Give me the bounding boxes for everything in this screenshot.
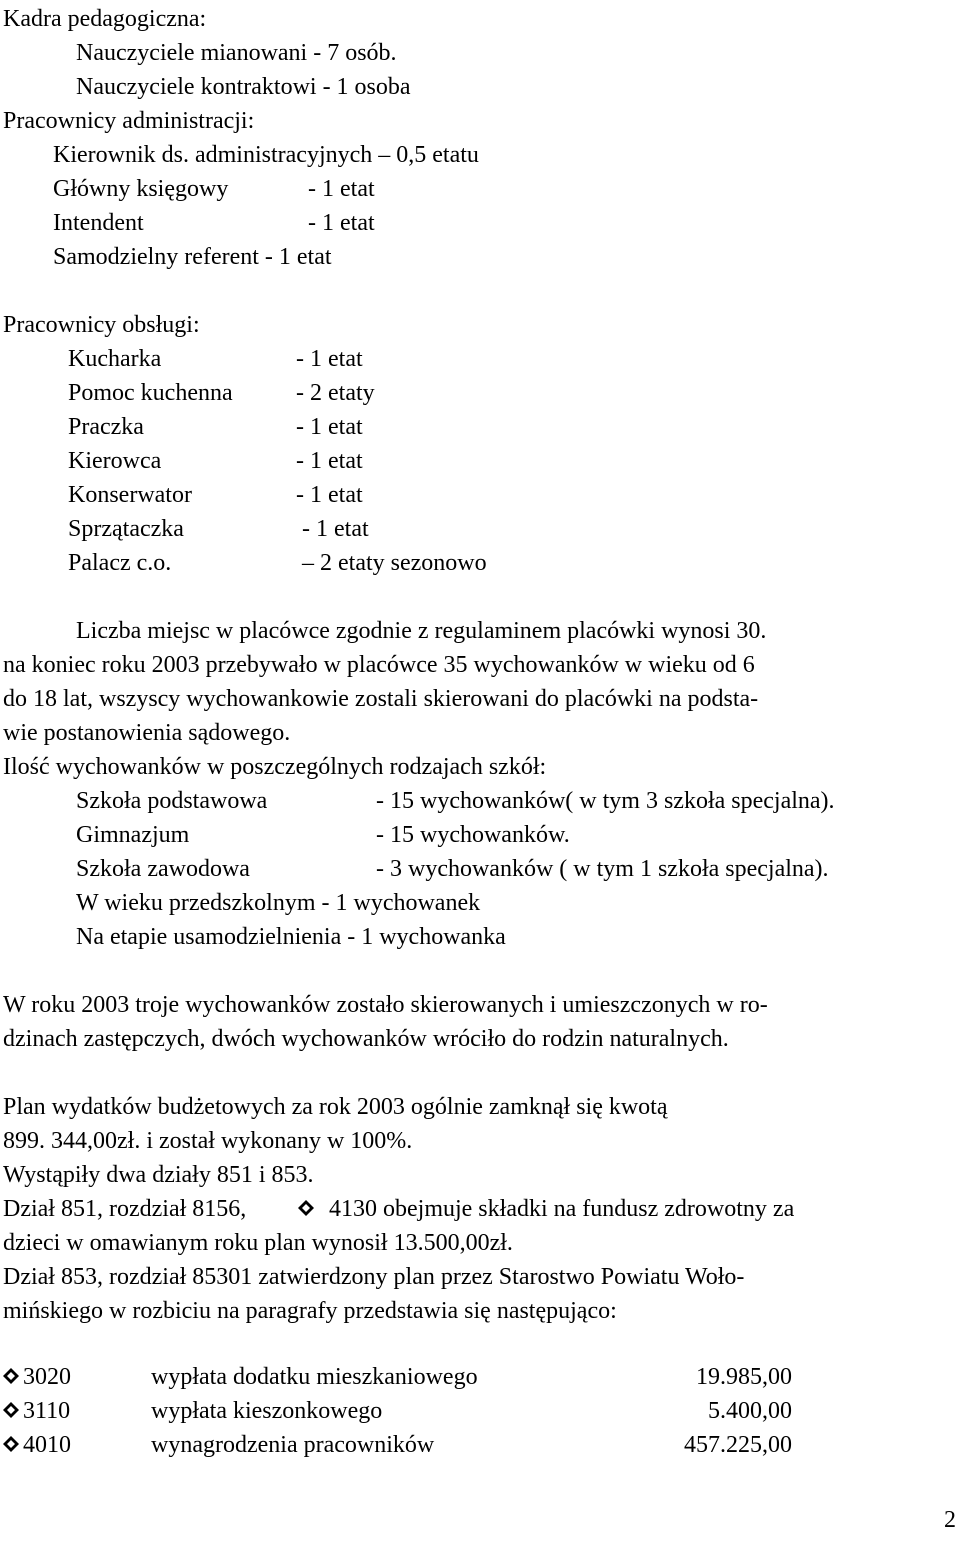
residents-text-line: na koniec roku 2003 przebywało w placówce 35 wychowanków w wieku od 6 [3,652,755,678]
page-number: 2 [944,1507,956,1533]
budget-text-line: Wystąpiły dwa działy 851 i 853. [3,1162,314,1188]
obsluga-item-amount: - 1 etat [296,448,363,474]
foster-text-line: dzinach zastępczych, dwóch wychowanków wróciło do rodzin naturalnych. [3,1026,729,1052]
foster-text-line: W roku 2003 troje wychowanków zostało skierowanych i umieszczonych w ro- [3,992,768,1018]
section-sign-icon [0,1365,22,1387]
kadra-item: Nauczyciele mianowani - 7 osób. [76,40,397,66]
school-value: - 3 wychowanków ( w tym 1 szkoła specjalna). [376,856,829,882]
section-sign-icon [0,1433,22,1455]
obsluga-item-name: Palacz c.o. [68,550,172,576]
residents-text-line: do 18 lat, wszyscy wychowankowie zostali skierowani do placówki na podsta- [3,686,759,712]
preschool-text: W wieku przedszkolnym - 1 wychowanek [76,890,481,916]
obsluga-item-amount: – 2 etaty sezonowo [302,550,487,576]
obsluga-item-name: Pomoc kuchenna [68,380,233,406]
admin-item-name: Główny księgowy [53,176,229,202]
dzial851-text-line: dzieci w omawianym roku plan wynosił 13.500,00zł. [3,1230,513,1256]
budget-item-code: 3020 [23,1364,71,1390]
residents-text-line: wie postanowienia sądowego. [3,720,291,746]
school-value: - 15 wychowanków. [376,822,570,848]
section-sign-icon [0,1399,22,1421]
school-name: Szkoła zawodowa [76,856,250,882]
obsluga-item-name: Praczka [68,414,144,440]
budget-item-desc: wypłata dodatku mieszkaniowego [151,1364,478,1390]
admin-item-name: Intendent [53,210,144,236]
schools-heading: Ilość wychowanków w poszczególnych rodzajach szkół: [3,754,547,780]
independence-text: Na etapie usamodzielnienia - 1 wychowanka [76,924,506,950]
budget-text-line: 899. 344,00zł. i został wykonany w 100%. [3,1128,413,1154]
obsluga-item-name: Kierowca [68,448,162,474]
dzial851-text-a: Dział 851, rozdział 8156, [3,1196,247,1222]
obsluga-item-name: Konserwator [68,482,192,508]
school-name: Szkoła podstawowa [76,788,268,814]
dzial853-text-line: Dział 853, rozdział 85301 zatwierdzony plan przez Starostwo Powiatu Woło- [3,1264,745,1290]
kadra-heading: Kadra pedagogiczna: [3,6,207,32]
budget-text-line: Plan wydatków budżetowych za rok 2003 ogólnie zamknął się kwotą [3,1094,668,1120]
admin-heading: Pracownicy administracji: [3,108,255,134]
admin-item-name: Kierownik ds. administracyjnych – 0,5 etatu [53,142,479,168]
section-sign-icon [295,1197,317,1219]
obsluga-item-amount: - 2 etaty [296,380,375,406]
budget-item-amount: 19.985,00 [696,1364,792,1390]
obsluga-item-name: Sprzątaczka [68,516,184,542]
capacity-text: Liczba miejsc w placówce zgodnie z regulaminem placówki wynosi 30. [76,618,767,644]
obsluga-item-amount: - 1 etat [296,346,363,372]
budget-item-desc: wypłata kieszonkowego [151,1398,383,1424]
budget-item-amount: 5.400,00 [708,1398,792,1424]
obsluga-heading: Pracownicy obsługi: [3,312,200,338]
school-name: Gimnazjum [76,822,190,848]
budget-item-amount: 457.225,00 [684,1432,792,1458]
admin-item-name: Samodzielny referent - 1 etat [53,244,332,270]
school-value: - 15 wychowanków( w tym 3 szkoła specjalna). [376,788,835,814]
budget-item-code: 4010 [23,1432,71,1458]
dzial853-text-line: mińskiego w rozbiciu na paragrafy przedstawia się następująco: [3,1298,617,1324]
admin-item-amount: - 1 etat [308,176,375,202]
budget-item-code: 3110 [23,1398,71,1424]
kadra-item: Nauczyciele kontraktowi - 1 osoba [76,74,411,100]
dzial851-text-b: 4130 obejmuje składki na fundusz zdrowotny za [329,1196,795,1222]
obsluga-item-amount: - 1 etat [296,482,363,508]
budget-item-desc: wynagrodzenia pracowników [151,1432,435,1458]
admin-item-amount: - 1 etat [308,210,375,236]
obsluga-item-name: Kucharka [68,346,162,372]
obsluga-item-amount: - 1 etat [296,414,363,440]
obsluga-item-amount: - 1 etat [302,516,369,542]
